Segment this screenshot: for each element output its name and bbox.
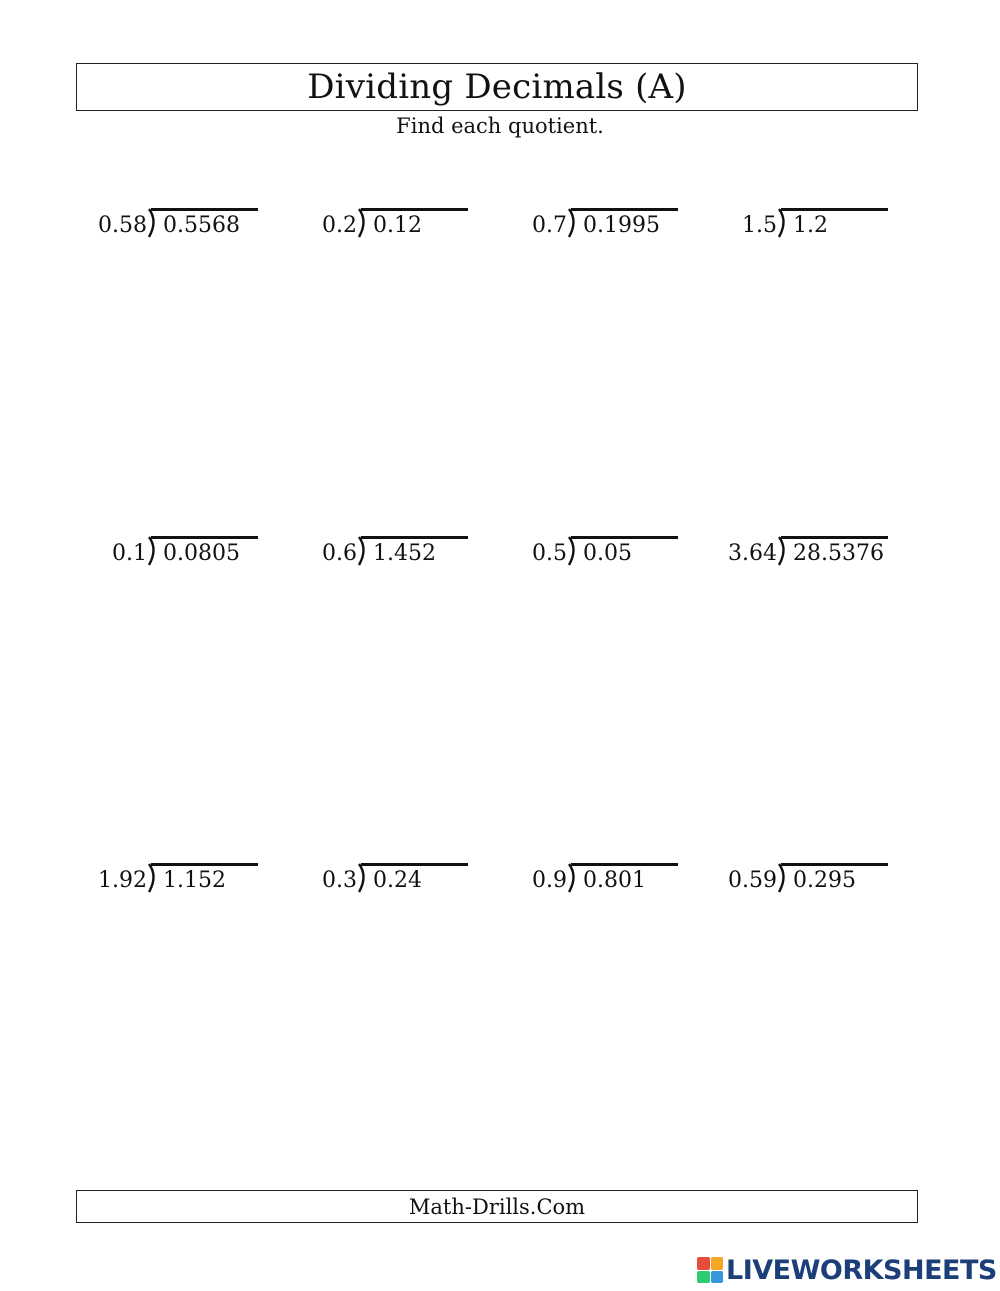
quotient-line bbox=[571, 536, 678, 539]
quotient-line bbox=[781, 863, 888, 866]
division-problem bbox=[514, 858, 679, 898]
quotient-line bbox=[781, 536, 888, 539]
dividend: 1.152 bbox=[163, 868, 226, 893]
quotient-line bbox=[151, 208, 258, 211]
division-problem bbox=[94, 531, 259, 571]
quotient-line bbox=[571, 208, 678, 211]
divisor: 3.64 bbox=[728, 541, 777, 566]
dividend: 0.295 bbox=[793, 868, 856, 893]
divisor: 0.7 bbox=[532, 213, 567, 238]
liveworksheets-watermark bbox=[697, 1254, 997, 1286]
division-problem bbox=[724, 203, 889, 243]
division-problem bbox=[724, 531, 889, 571]
footer-source bbox=[76, 1190, 918, 1223]
division-problem bbox=[304, 531, 469, 571]
quotient-line bbox=[361, 208, 468, 211]
dividend: 0.801 bbox=[583, 868, 646, 893]
instructions: Find each quotient. bbox=[396, 114, 604, 138]
quotient-line bbox=[151, 536, 258, 539]
division-problem bbox=[94, 203, 259, 243]
footer-text: Math-Drills.Com bbox=[408, 1194, 586, 1219]
dividend: 0.24 bbox=[373, 868, 422, 893]
divisor: 0.5 bbox=[532, 541, 567, 566]
dividend: 0.0805 bbox=[163, 541, 240, 566]
divisor: 1.92 bbox=[98, 868, 147, 893]
divisor: 1.5 bbox=[742, 213, 777, 238]
quotient-line bbox=[781, 208, 888, 211]
quotient-line bbox=[571, 863, 678, 866]
liveworksheets-logo-icon bbox=[697, 1257, 723, 1283]
dividend: 0.1995 bbox=[583, 213, 660, 238]
dividend: 1.452 bbox=[373, 541, 436, 566]
worksheet-title bbox=[76, 63, 918, 111]
dividend: 28.5376 bbox=[793, 541, 884, 566]
division-problem bbox=[724, 858, 889, 898]
divisor: 0.3 bbox=[322, 868, 357, 893]
quotient-line bbox=[361, 863, 468, 866]
divisor: 0.59 bbox=[728, 868, 777, 893]
division-problem bbox=[304, 858, 469, 898]
division-problem bbox=[304, 203, 469, 243]
divisor: 0.9 bbox=[532, 868, 567, 893]
divisor: 0.1 bbox=[112, 541, 147, 566]
division-problem bbox=[94, 858, 259, 898]
brand-name: LIVEWORKSHEETS bbox=[726, 1254, 997, 1286]
divisor: 0.2 bbox=[322, 213, 357, 238]
division-problem bbox=[514, 531, 679, 571]
divisor: 0.6 bbox=[322, 541, 357, 566]
quotient-line bbox=[151, 863, 258, 866]
dividend: 0.12 bbox=[373, 213, 422, 238]
dividend: 0.05 bbox=[583, 541, 632, 566]
dividend: 0.5568 bbox=[163, 213, 240, 238]
title-text: Dividing Decimals (A) bbox=[307, 67, 687, 107]
divisor: 0.58 bbox=[98, 213, 147, 238]
quotient-line bbox=[361, 536, 468, 539]
division-problem bbox=[514, 203, 679, 243]
dividend: 1.2 bbox=[793, 213, 828, 238]
